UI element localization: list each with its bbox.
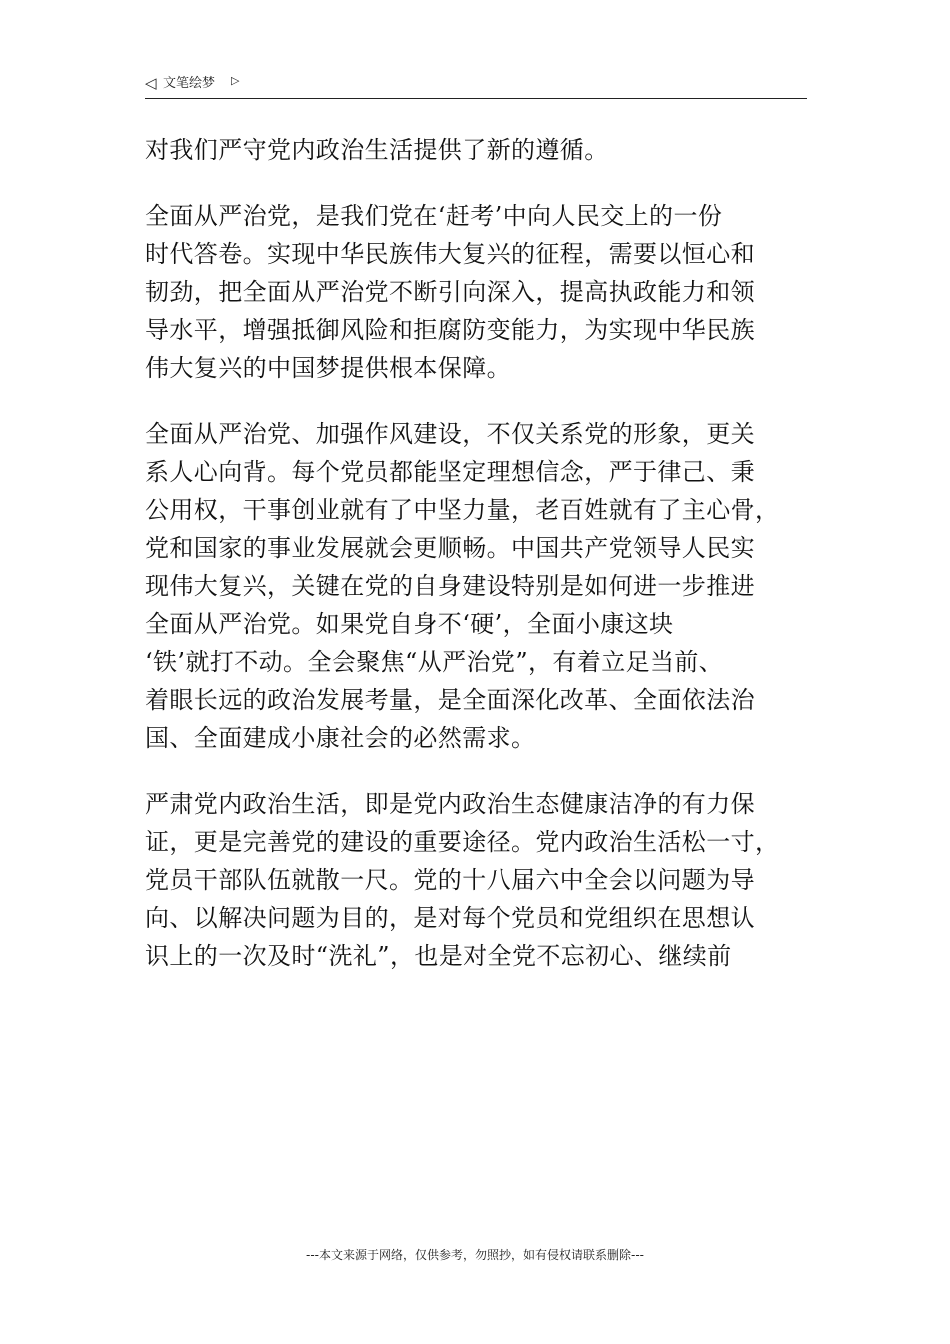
document-body [145,131,815,1003]
text-line: 现伟大复兴，关键在党的自身建设特别是如何进一步推进 [145,572,755,600]
paragraph-3 [145,415,815,757]
text-line: 韧劲，把全面从严治党不断引向深入，提高执政能力和领 [145,278,755,306]
paragraph-1 [145,131,815,169]
text-line: 全面从严治党、加强作风建设，不仅关系党的形象，更关 [145,420,755,448]
text-line: 公用权，干事创业就有了中坚力量，老百姓就有了主心骨， [145,496,780,524]
header-title: 文笔绘梦 [163,76,216,91]
page-footer-disclaimer: ---本文来源于网络，仅供参考，勿照抄，如有侵权请联系删除--- [306,1248,644,1262]
text-line: 党和国家的事业发展就会更顺畅。中国共产党领导人民实 [145,534,755,562]
paragraph-2 [145,197,815,387]
text-line: 全面从严治党，是我们党在‘赶考’中向人民交上的一份 [145,202,723,230]
paragraph-4 [145,785,815,975]
text-line: 证，更是完善党的建设的重要途径。党内政治生活松一寸， [145,828,780,856]
text-line: 严肃党内政治生活，即是党内政治生态健康洁净的有力保 [145,790,755,818]
triangle-right-icon: ▷ [231,74,240,87]
text-line: 时代答卷。实现中华民族伟大复兴的征程，需要以恒心和 [145,240,755,268]
text-line: 识上的一次及时“洗礼”，也是对全党不忘初心、继续前 [145,942,732,970]
text-line: 系人心向背。每个党员都能坚定理想信念，严于律己、秉 [145,458,755,486]
text-line: 对我们严守党内政治生活提供了新的遵循。 [145,136,609,164]
text-line: 全面从严治党。如果党自身不‘硬’，全面小康这块 [145,610,674,638]
page-header [145,72,807,99]
text-line: 国、全面建成小康社会的必然需求。 [145,724,536,752]
text-line: 党员干部队伍就散一尺。党的十八届六中全会以问题为导 [145,866,755,894]
text-line: 导水平，增强抵御风险和拒腐防变能力，为实现中华民族 [145,316,755,344]
text-line: 着眼长远的政治发展考量，是全面深化改革、全面依法治 [145,686,755,714]
text-line: 向、以解决问题为目的，是对每个党员和党组织在思想认 [145,904,755,932]
text-line: 伟大复兴的中国梦提供根本保障。 [145,354,511,382]
text-line: ‘铁’就打不动。全会聚焦“从严治党”，有着立足当前、 [145,648,724,676]
triangle-left-icon: ◁ [145,74,157,92]
